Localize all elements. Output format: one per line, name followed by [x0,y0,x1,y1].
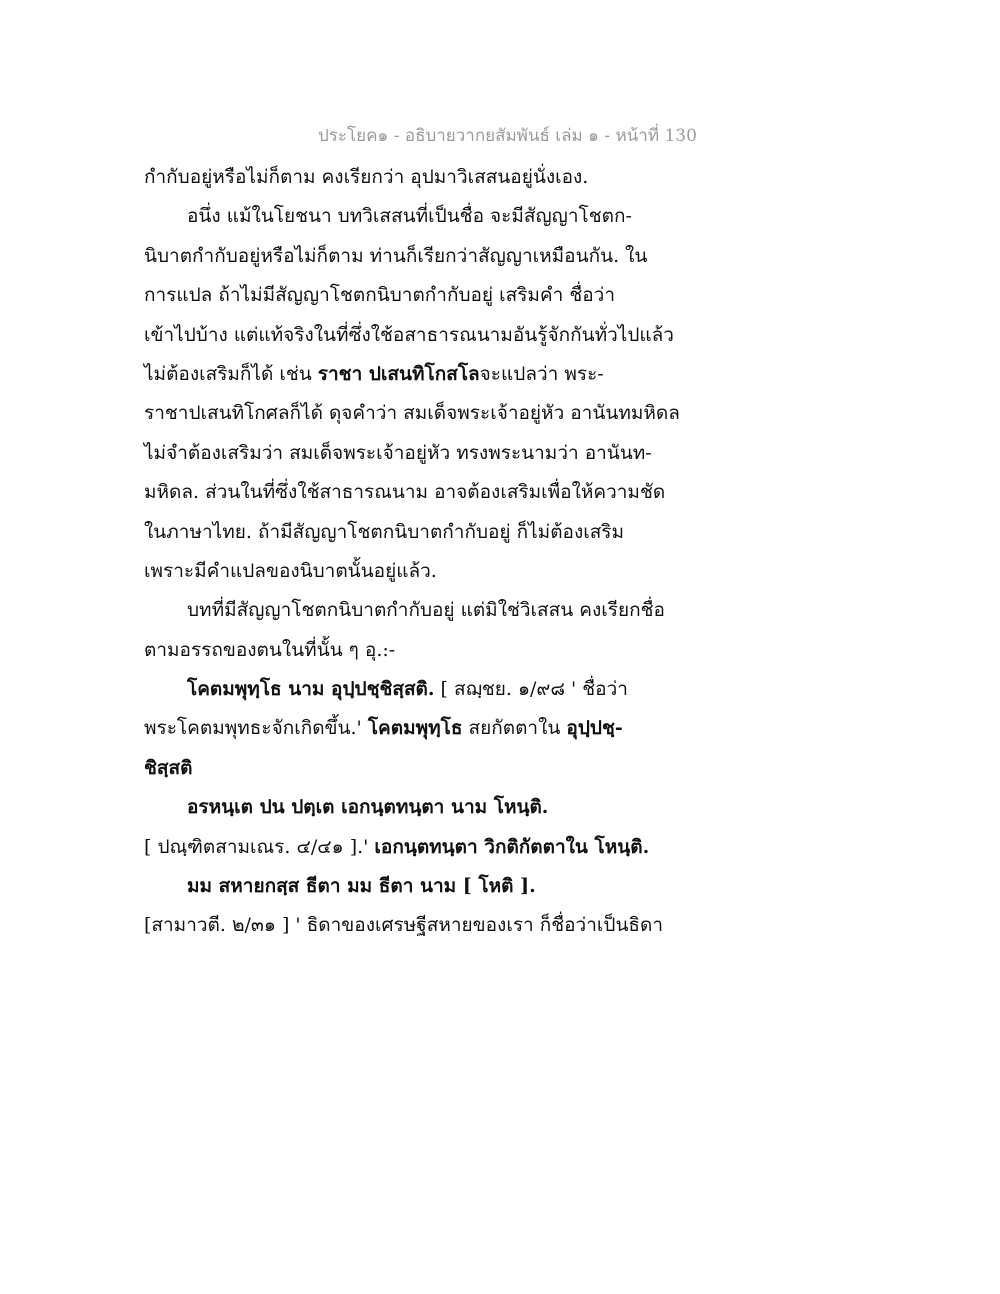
text-line [144,670,704,709]
text-segment: [ ปณฺฑิตสามเณร. ๔/๔๑ ].' [144,835,375,858]
text-line [144,394,704,433]
text-segment: เข้าไปบ้าง แต่แท้จริงในที่ซึ่งใช้อสาธารณนามอันรู้จักกันทั่วไปแล้ว [144,323,674,346]
page-header: ประโยค๑ - อธิบายวากยสัมพันธ์ เล่ม ๑ - หน้าที่ 130 [318,126,697,146]
body-text [144,158,704,946]
text-segment: ไม่ต้องเสริมก็ได้ เช่น [144,362,318,385]
text-segment: บทที่มีสัญญาโชตกนิบาตกำกับอยู่ แต่มิใช่วิเสสน คงเรียกชื่อ [187,599,665,622]
text-segment: [สามาวตี. ๒/๓๑ ] ' ธิดาของเศรษฐีสหายของเรา ก็ชื่อว่าเป็นธิดา [144,914,664,937]
bold-text-segment: เอกนฺตทนฺตา วิกติกัตตาใน โหนฺติ. [374,835,650,858]
text-line [144,552,704,591]
text-line [144,591,704,630]
text-line [144,158,704,197]
text-line [144,276,704,315]
text-segment: [ สฌฺชย. ๑/๙๘ ' ชื่อว่า [434,678,628,701]
bold-text-segment: มม สหายกสฺส ธีตา มม ธีตา นาม [ โหติ ]. [187,875,536,898]
text-line [144,709,704,748]
text-line [144,828,704,867]
text-segment: เพราะมีคำแปลของนิบาตนั้นอยู่แล้ว. [144,559,437,582]
bold-text-segment: โคตมพุทฺโธ [367,717,463,740]
bold-text-segment: อรหนฺเต ปน ปตฺเต เอกนฺตทนฺตา นาม โหนฺติ. [187,796,549,819]
text-line [144,473,704,512]
text-segment: ตามอรรถของตนในที่นั้น ๆ อุ.:- [144,638,396,661]
text-line [144,434,704,473]
text-line [144,355,704,394]
bold-text-segment: ชิสฺสติ [144,756,193,779]
bold-text-segment: โคตมพุทฺโธ นาม อุปฺปชฺชิสฺสติ. [187,678,435,701]
text-segment: การแปล ถ้าไม่มีสัญญาโชตกนิบาตกำกับอยู่ เสริมคำ ชื่อว่า [144,284,615,307]
text-segment: พระโคตมพุทธะจักเกิดขึ้น.' [144,717,368,740]
text-segment: กำกับอยู่หรือไม่ก็ตาม คงเรียกว่า อุปมาวิเสสนอยู่นั่งเอง. [144,166,589,188]
text-segment: ราชาปเสนทิโกศลก็ได้ ดุจคำว่า สมเด็จพระเจ้าอยู่หัว อานันทมหิดล [144,402,680,425]
text-line [144,237,704,276]
text-line [144,749,704,788]
text-line [144,867,704,906]
text-segment: สยกัตตาใน [462,717,567,740]
text-line [144,788,704,827]
bold-text-segment: ราชา ปเสนทิโกสโล [317,362,480,385]
text-segment: นิบาตกำกับอยู่หรือไม่ก็ตาม ท่านก็เรียกว่าสัญญาเหมือนกัน. ใน [144,244,648,267]
text-line [144,316,704,355]
text-line [144,631,704,670]
text-segment: จะแปลว่า พระ- [479,362,604,385]
text-segment: ไม่จำต้องเสริมว่า สมเด็จพระเจ้าอยู่หัว ทรงพระนามว่า อานันท- [144,441,652,464]
text-segment: ในภาษาไทย. ถ้ามีสัญญาโชตกนิบาตกำกับอยู่ ก็ไม่ต้องเสริม [144,520,625,543]
bold-text-segment: อุปฺปชฺ- [566,717,623,740]
text-line [144,513,704,552]
text-segment: มหิดล. ส่วนในที่ซึ่งใช้สาธารณนาม อาจต้องเสริมเพื่อให้ความชัด [144,481,666,504]
text-segment: อนึ่ง แม้ในโยชนา บทวิเสสนที่เป็นชื่อ จะมีสัญญาโชตก- [187,205,632,228]
text-line [144,197,704,236]
text-line [144,906,704,945]
